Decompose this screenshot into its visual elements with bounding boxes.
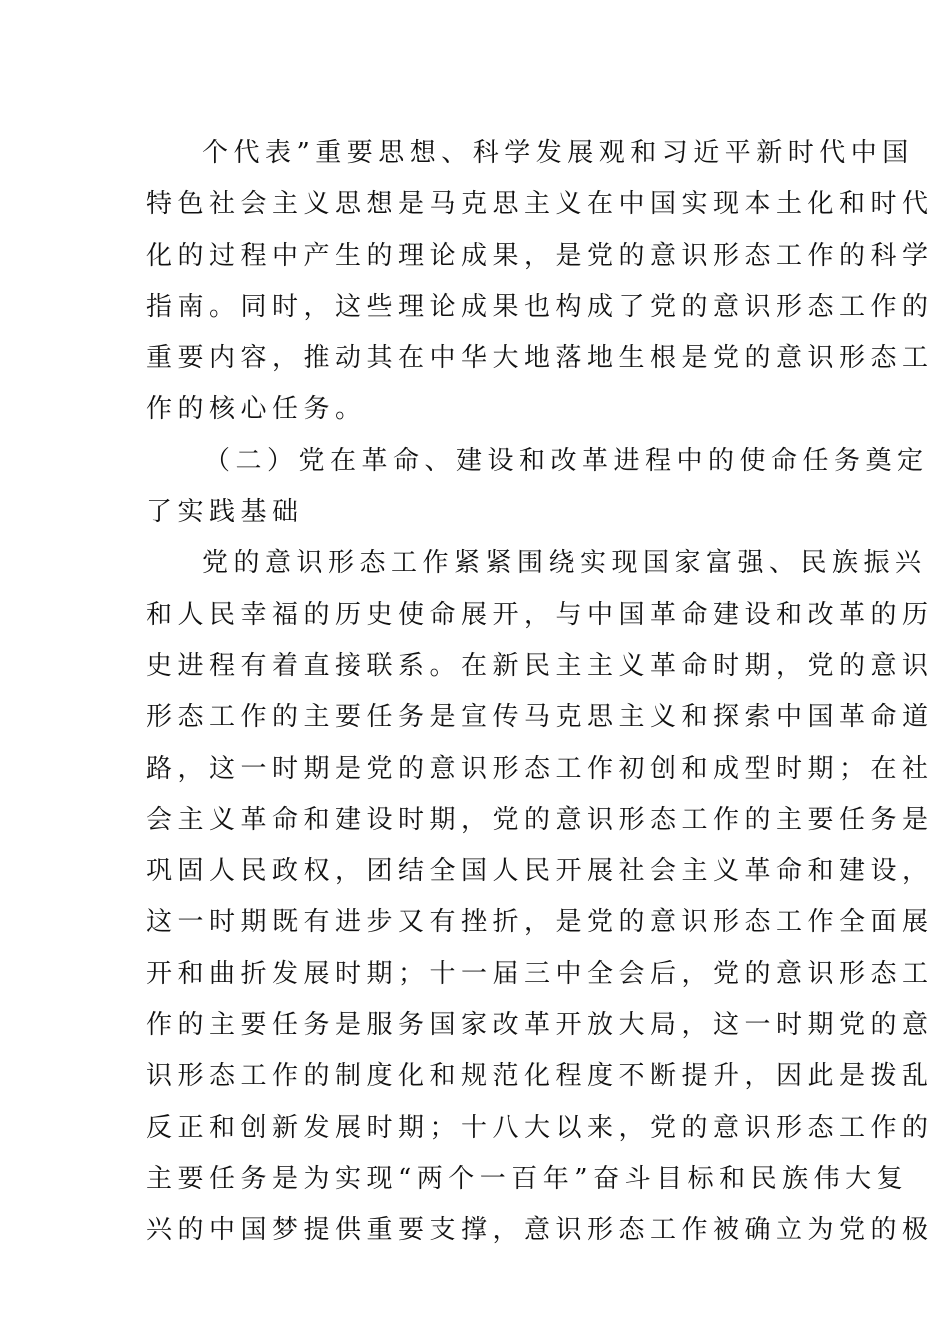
paragraph-line: 这一时期既有进步又有挫折，是党的意识形态工作全面展 (146, 907, 934, 938)
section-heading-line: 了实践基础 (146, 497, 304, 528)
paragraph-line: 特色社会主义思想是马克思主义在中国实现本土化和时代 (146, 189, 934, 220)
paragraph-line: 个代表”重要思想、科学发展观和习近平新时代中国 (202, 138, 914, 168)
paragraph-line: 重要内容，推动其在中华大地落地生根是党的意识形态工 (146, 343, 934, 374)
paragraph-line: 化的过程中产生的理论成果，是党的意识形态工作的科学 (146, 240, 934, 271)
document-body (146, 128, 934, 1257)
paragraph-line: 识形态工作的制度化和规范化程度不断提升，因此是拨乱 (146, 1061, 934, 1092)
section-heading-line: （二）党在革命、建设和改革进程中的使命任务奠定 (204, 445, 929, 476)
paragraph-line: 党的意识形态工作紧紧围绕实现国家富强、民族振兴 (202, 548, 927, 579)
paragraph-line: 指南。同时，这些理论成果也构成了党的意识形态工作的 (146, 291, 934, 322)
paragraph-line: 反正和创新发展时期；十八大以来，党的意识形态工作的 (146, 1112, 934, 1143)
paragraph-line: 形态工作的主要任务是宣传马克思主义和探索中国革命道 (146, 702, 934, 733)
paragraph-line: 路，这一时期是党的意识形态工作初创和成型时期；在社 (146, 753, 934, 784)
paragraph-line: 开和曲折发展时期；十一届三中全会后，党的意识形态工 (146, 958, 934, 989)
paragraph-line: 史进程有着直接联系。在新民主主义革命时期，党的意识 (146, 650, 934, 681)
paragraph-line: 会主义革命和建设时期，党的意识形态工作的主要任务是 (146, 804, 934, 835)
paragraph-line: 作的主要任务是服务国家改革开放大局，这一时期党的意 (146, 1010, 934, 1041)
paragraph-line: 和人民幸福的历史使命展开，与中国革命建设和改革的历 (146, 599, 934, 630)
paragraph-line: 兴的中国梦提供重要支撑，意识形态工作被确立为党的极 (146, 1215, 934, 1246)
paragraph-line: 作的核心任务。 (146, 394, 367, 425)
paragraph-line: 巩固人民政权，团结全国人民开展社会主义革命和建设， (146, 856, 934, 887)
paragraph-line: 主要任务是为实现“两个一百年”奋斗目标和民族伟大复 (146, 1163, 909, 1194)
